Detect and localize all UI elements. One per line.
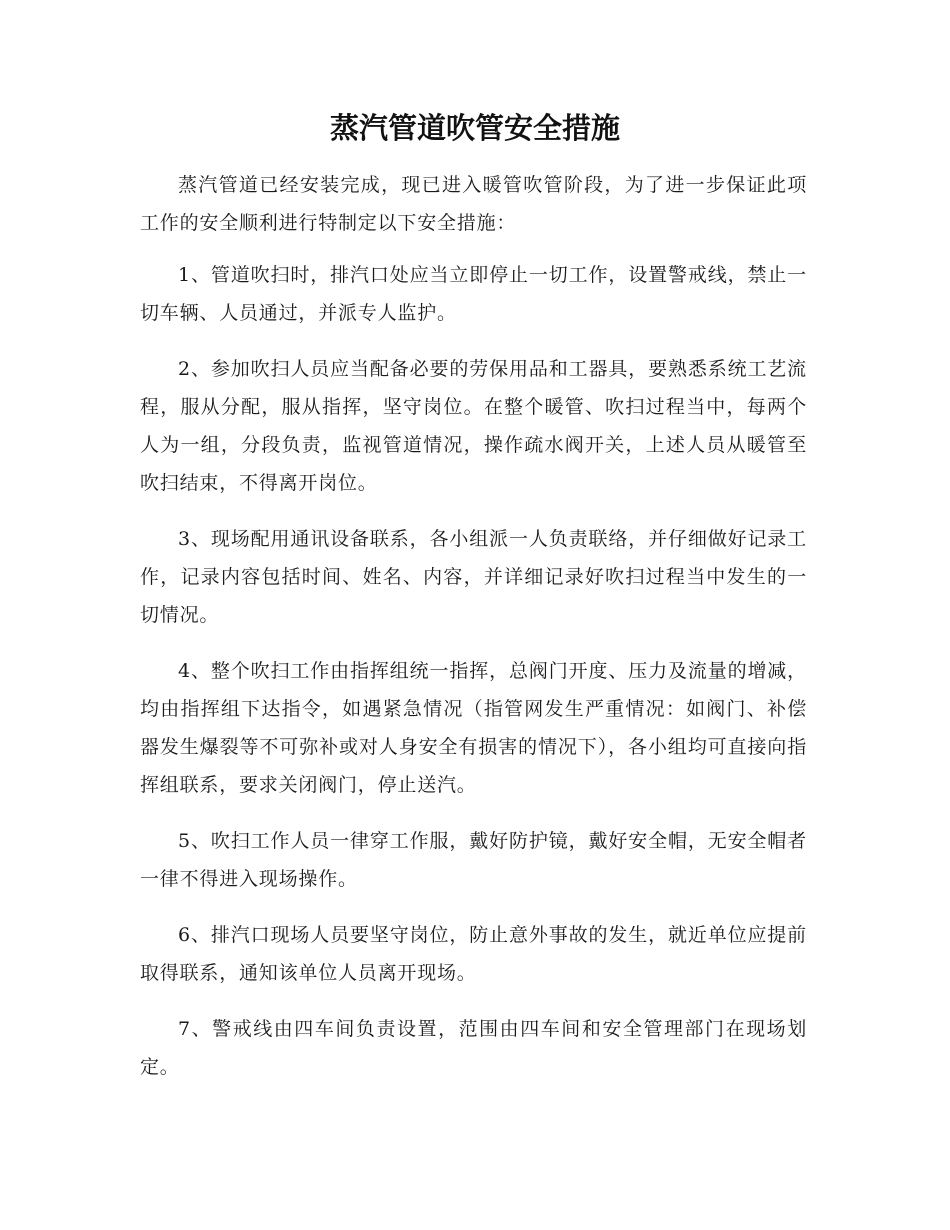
- document-body: [140, 166, 807, 1104]
- measure-paragraph-2: 2、参加吹扫人员应当配备必要的劳保用品和工器具，要熟悉系统工艺流程，服从分配，服从指挥，坚守岗位。在整个暖管、吹扫过程当中，每两个人为一组，分段负责，监视管道情况，操作疏水阀开关，上述人员从暖管至吹扫结束，不得离开岗位。: [140, 358, 807, 494]
- measure-paragraph-1: 1、管道吹扫时，排汽口处应当立即停止一切工作，设置警戒线，禁止一切车辆、人员通过，并派专人监护。: [140, 264, 807, 324]
- intro-paragraph: 蒸汽管道已经安装完成，现已进入暖管吹管阶段，为了进一步保证此项工作的安全顺利进行特制定以下安全措施：: [140, 174, 807, 234]
- measure-paragraph-4: 4、整个吹扫工作由指挥组统一指挥，总阀门开度、压力及流量的增减，均由指挥组下达指令，如遇紧急情况（指管网发生严重情况：如阀门、补偿器发生爆裂等不可弥补或对人身安全有损害的情况下），各小组均可直接向指挥组联系，要求关闭阀门，停止送汽。: [140, 660, 807, 796]
- document-title: 蒸汽管道吹管安全措施: [329, 111, 620, 145]
- measure-paragraph-6: 6、排汽口现场人员要坚守岗位，防止意外事故的发生，就近单位应提前取得联系，通知该单位人员离开现场。: [140, 924, 807, 984]
- measure-paragraph-5: 5、吹扫工作人员一律穿工作服，戴好防护镜，戴好安全帽，无安全帽者一律不得进入现场操作。: [140, 830, 807, 890]
- measure-paragraph-3: 3、现场配用通讯设备联系，各小组派一人负责联络，并仔细做好记录工作，记录内容包括时间、姓名、内容，并详细记录好吹扫过程当中发生的一切情况。: [140, 528, 807, 626]
- measure-paragraph-7: 7、警戒线由四车间负责设置，范围由四车间和安全管理部门在现场划定。: [140, 1018, 807, 1078]
